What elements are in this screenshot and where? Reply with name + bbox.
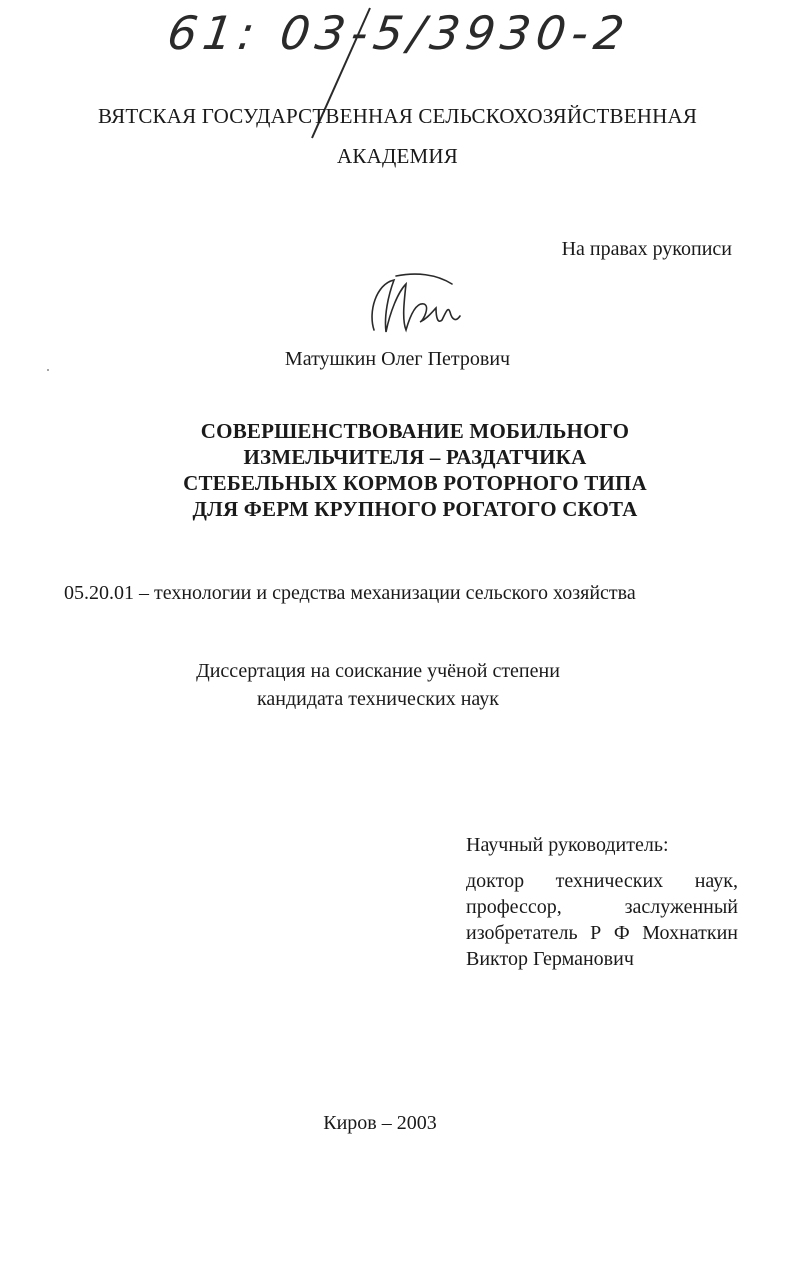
author-signature [366, 272, 466, 342]
dissertation-title [0, 418, 795, 522]
specialty-code: 05.20.01 – технологии и средства механизации сельского хозяйства [64, 582, 636, 604]
rights-notice: На правах рукописи [561, 238, 732, 260]
place-and-year: Киров – 2003 [323, 1112, 437, 1134]
title-line: ИЗМЕЛЬЧИТЕЛЯ – РАЗДАТЧИКА [243, 445, 587, 469]
supervisor-label: Научный руководитель: [466, 834, 669, 856]
degree-line-2: кандидата технических наук [256, 688, 500, 710]
archive-number-text: 61: 03-5/3930-2 [164, 6, 634, 60]
supervisor-line: Виктор Германович [466, 948, 634, 970]
institution-line-2: АКАДЕМИЯ [337, 144, 458, 168]
title-line: ДЛЯ ФЕРМ КРУПНОГО РОГАТОГО СКОТА [192, 497, 638, 521]
scan-speck [47, 369, 49, 371]
supervisor-line: изобретатель Р Ф Мохнаткин [466, 922, 738, 944]
degree-statement [0, 657, 756, 713]
title-line: СТЕБЕЛЬНЫХ КОРМОВ РОТОРНОГО ТИПА [183, 471, 647, 495]
institution-line-1: ВЯТСКАЯ ГОСУДАРСТВЕННАЯ СЕЛЬСКОХОЗЯЙСТВЕННАЯ [97, 104, 698, 128]
supervisor-line: доктор технических наук, [466, 870, 738, 892]
supervisor-block [466, 832, 738, 972]
author-name: Матушкин Олег Петрович [284, 348, 511, 370]
title-line: СОВЕРШЕНСТВОВАНИЕ МОБИЛЬНОГО [200, 419, 630, 443]
supervisor-line: профессор, заслуженный [466, 896, 738, 918]
degree-line-1: Диссертация на соискание учёной степени [196, 660, 560, 682]
institution-name [0, 96, 795, 176]
